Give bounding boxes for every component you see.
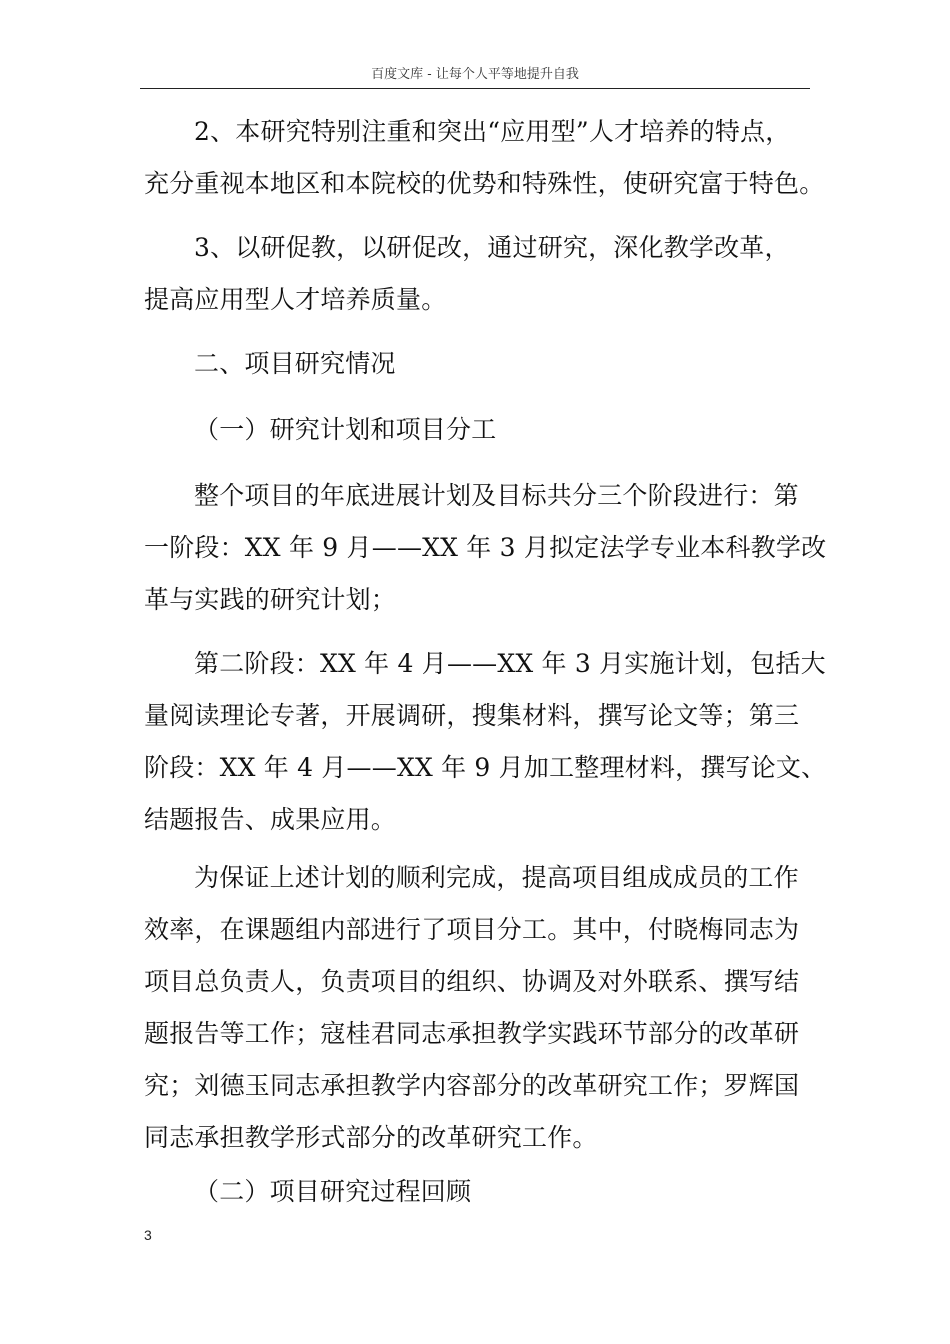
text-line: 革与实践的研究计划； xyxy=(144,585,397,614)
text-line: 一阶段：XX 年 9 月——XX 年 3 月拟定法学专业本科教学改 xyxy=(144,533,827,562)
paragraph-stage-two-three xyxy=(144,638,827,846)
text-line: 提高应用型人才培养质量。 xyxy=(144,285,447,314)
paragraph-plan-stages xyxy=(144,470,827,626)
subsection-heading-review xyxy=(144,1166,812,1218)
paragraph-division-of-labor xyxy=(144,852,812,1164)
text-line: 充分重视本地区和本院校的优势和特殊性，使研究富于特色。 xyxy=(144,169,825,198)
text-line: 为保证上述计划的顺利完成，提高项目组成成员的工作 xyxy=(194,863,799,892)
subsection-heading-plan xyxy=(144,404,812,456)
text-line: 究；刘德玉同志承担教学内容部分的改革研究工作；罗辉国 xyxy=(144,1071,800,1100)
section-heading-research-status xyxy=(144,338,812,390)
paragraph-research-feature-2 xyxy=(144,106,825,210)
page-number: 3 xyxy=(144,1227,152,1243)
text-line: 项目总负责人，负责项目的组织、协调及对外联系、撰写结 xyxy=(144,967,800,996)
text-line: 2、本研究特别注重和突出“应用型”人才培养的特点， xyxy=(194,117,791,146)
text-line: 量阅读理论专著，开展调研，搜集材料，撰写论文等；第三 xyxy=(144,701,800,730)
page-header: 百度文库 - 让每个人平等地提升自我 xyxy=(371,67,579,82)
text-line: （一）研究计划和项目分工 xyxy=(194,415,497,444)
text-line: （二）项目研究过程回顾 xyxy=(194,1177,472,1206)
text-line: 题报告等工作；寇桂君同志承担教学实践环节部分的改革研 xyxy=(144,1019,800,1048)
paragraph-research-feature-3 xyxy=(144,222,812,326)
text-line: 同志承担教学形式部分的改革研究工作。 xyxy=(144,1123,598,1152)
header-divider xyxy=(140,88,810,89)
text-line: 整个项目的年底进展计划及目标共分三个阶段进行：第 xyxy=(194,481,799,510)
text-line: 3、以研促教，以研促改，通过研究，深化教学改革， xyxy=(194,233,790,262)
text-line: 阶段：XX 年 4 月——XX 年 9 月加工整理材料，撰写论文、 xyxy=(144,753,827,782)
text-line: 二、项目研究情况 xyxy=(194,349,396,378)
text-line: 第二阶段：XX 年 4 月——XX 年 3 月实施计划，包括大 xyxy=(194,649,826,678)
text-line: 结题报告、成果应用。 xyxy=(144,805,397,834)
text-line: 效率，在课题组内部进行了项目分工。其中，付晓梅同志为 xyxy=(144,915,800,944)
